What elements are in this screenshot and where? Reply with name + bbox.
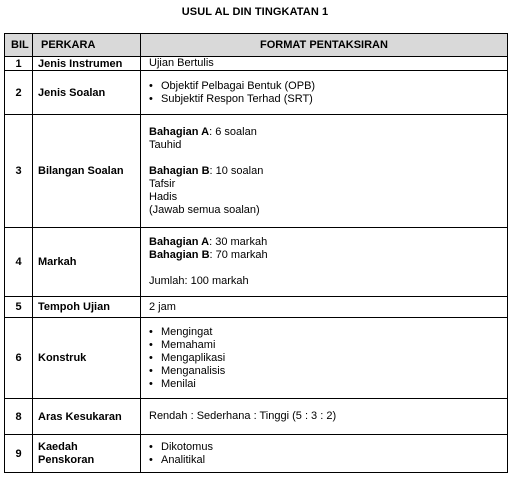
bullet-icon: • xyxy=(149,453,153,466)
row-format xyxy=(141,115,508,228)
row-item: Aras Kesukaran xyxy=(33,399,141,435)
row-item: Jenis Instrumen xyxy=(33,57,141,71)
table-row xyxy=(5,318,508,399)
section-b-subject: Tafsir xyxy=(149,177,176,190)
list-item: • Mengingat xyxy=(149,325,213,338)
row-number: 9 xyxy=(5,435,33,473)
table-row xyxy=(5,71,508,115)
row-number: 6 xyxy=(5,318,33,399)
table-header-row xyxy=(5,34,508,57)
bullet-list xyxy=(149,441,501,467)
row-format: Rendah : Sederhana : Tinggi (5 : 3 : 2) xyxy=(141,399,508,435)
row-number: 3 xyxy=(5,115,33,228)
row-number: 1 xyxy=(5,57,33,71)
list-item: • Memahami xyxy=(149,338,216,351)
bullet-icon: • xyxy=(149,338,153,351)
bullet-list xyxy=(149,326,501,391)
list-item: • Analitikal xyxy=(149,453,206,466)
bullet-icon: • xyxy=(149,377,153,390)
bullet-icon: • xyxy=(149,440,153,453)
list-item: • Objektif Pelbagai Bentuk (OPB) xyxy=(149,79,316,92)
bullet-icon: • xyxy=(149,325,153,338)
section-b-line: Bahagian B: 70 markah xyxy=(149,249,268,261)
list-item: • Mengaplikasi xyxy=(149,351,226,364)
row-number: 8 xyxy=(5,399,33,435)
row-format xyxy=(141,228,508,297)
row-item: Markah xyxy=(33,228,141,297)
list-item: • Menganalisis xyxy=(149,364,226,377)
row-item: Tempoh Ujian xyxy=(33,297,141,318)
row-item: Konstruk xyxy=(33,318,141,399)
section-b-line: Bahagian B: 10 soalan xyxy=(149,164,264,177)
row-format xyxy=(141,71,508,115)
row-format: Ujian Bertulis xyxy=(141,57,508,71)
table-row xyxy=(5,399,508,435)
row-format: 2 jam xyxy=(141,297,508,318)
row-number: 2 xyxy=(5,71,33,115)
header-format: FORMAT PENTAKSIRAN xyxy=(141,34,508,57)
row-item: Jenis Soalan xyxy=(33,71,141,115)
row-item: Kaedah Penskoran xyxy=(33,435,141,473)
header-bil: BIL xyxy=(5,34,33,57)
section-b-subject: Hadis xyxy=(149,190,178,203)
bullet-list xyxy=(149,80,501,106)
section-a-subject: Tauhid xyxy=(149,138,182,151)
row-format xyxy=(141,435,508,473)
header-perkara: PERKARA xyxy=(33,34,141,57)
list-item: • Subjektif Respon Terhad (SRT) xyxy=(149,92,313,105)
bullet-icon: • xyxy=(149,364,153,377)
section-b-note: (Jawab semua soalan) xyxy=(149,203,260,216)
document-title: USUL AL DIN TINGKATAN 1 xyxy=(181,6,329,18)
table-row xyxy=(5,435,508,473)
table-row xyxy=(5,115,508,228)
table-row xyxy=(5,228,508,297)
row-item: Bilangan Soalan xyxy=(33,115,141,228)
row-number: 4 xyxy=(5,228,33,297)
row-number: 5 xyxy=(5,297,33,318)
table-row xyxy=(5,297,508,318)
section-a-line: Bahagian A: 6 soalan xyxy=(149,125,257,138)
row-format xyxy=(141,318,508,399)
bullet-icon: • xyxy=(149,92,153,105)
list-item: • Menilai xyxy=(149,377,196,390)
total-marks: Jumlah: 100 markah xyxy=(149,275,249,287)
bullet-icon: • xyxy=(149,351,153,364)
bullet-icon: • xyxy=(149,79,153,92)
section-a-line: Bahagian A: 30 markah xyxy=(149,236,268,248)
assessment-format-table xyxy=(4,33,508,473)
table-row xyxy=(5,57,508,71)
list-item: • Dikotomus xyxy=(149,440,213,453)
